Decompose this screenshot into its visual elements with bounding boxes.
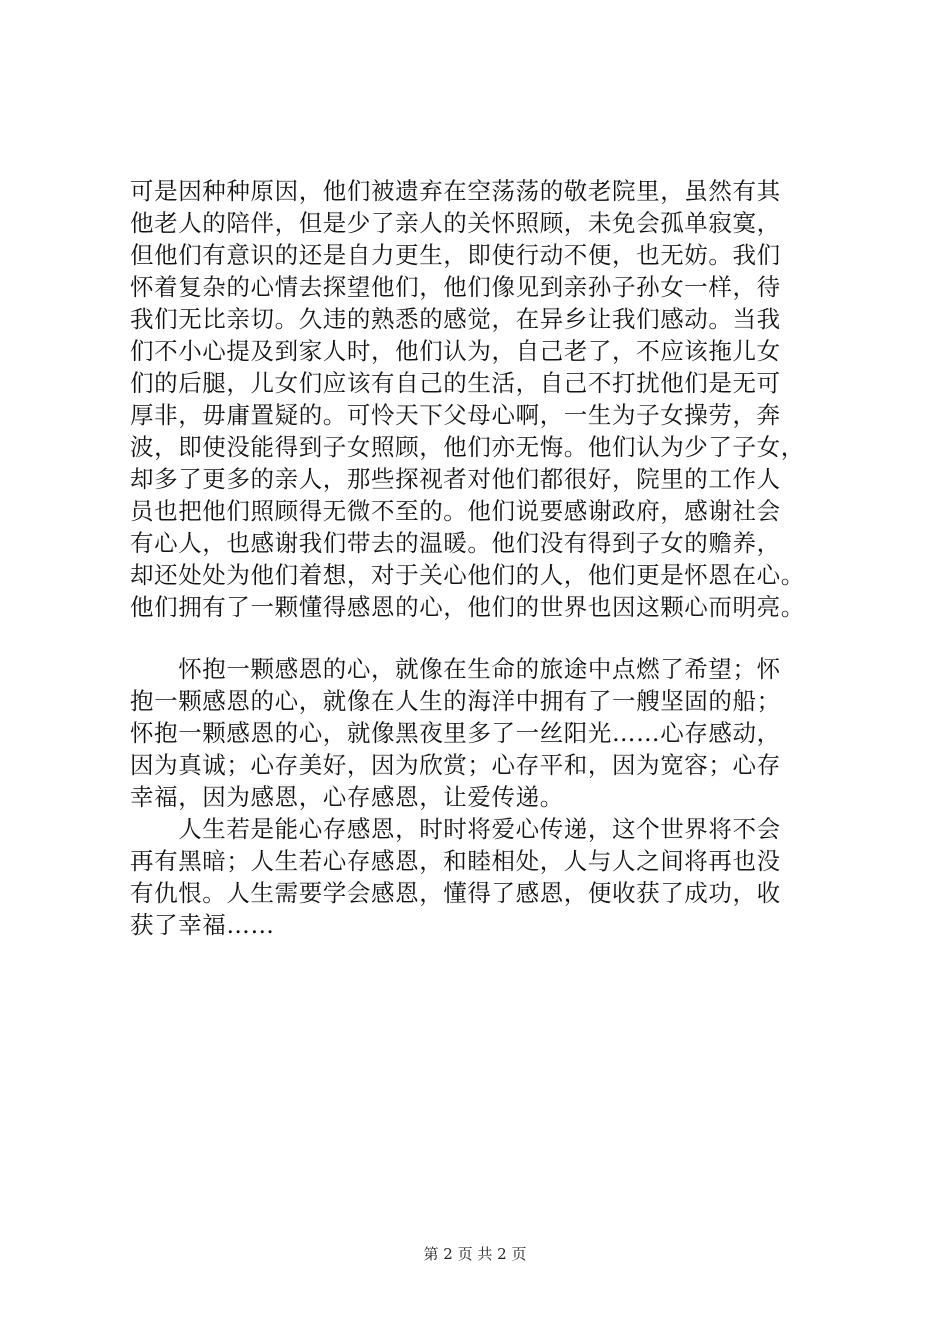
page-footer <box>0 1244 950 1264</box>
text-line: 们不小心提及到家人时，他们认为，自己老了，不应该拖儿女 <box>130 337 781 365</box>
text-line: 波，即使没能得到子女照顾，他们亦无悔。他们认为少了子女， <box>130 433 805 461</box>
text-line: 他们拥有了一颗懂得感恩的心，他们的世界也因这颗心而明亮。 <box>130 593 805 621</box>
text-line: 却还处处为他们着想，对于关心他们的人，他们更是怀恩在心。 <box>130 561 805 589</box>
text-line: 抱一颗感恩的心，就像在人生的海洋中拥有了一艘坚固的船； <box>130 687 781 715</box>
text-line: 有心人，也感谢我们带去的温暖。他们没有得到子女的赡养， <box>130 529 781 557</box>
text-line: 再有黑暗；人生若心存感恩，和睦相处，人与人之间将再也没 <box>130 847 781 875</box>
text-line: 我们无比亲切。久违的熟悉的感觉，在异乡让我们感动。当我 <box>130 305 781 333</box>
text-line: 人生若是能心存感恩，时时将爱心传递，这个世界将不会 <box>130 815 781 843</box>
text-line: 但他们有意识的还是自力更生，即使行动不便，也无妨。我们 <box>130 241 781 269</box>
paragraph-3 <box>130 813 830 941</box>
text-line: 们的后腿，儿女们应该有自己的生活，自己不打扰他们是无可 <box>130 369 781 397</box>
text-line: 幸福，因为感恩，心存感恩，让爱传递。 <box>130 783 564 811</box>
text-line: 因为真诚；心存美好，因为欣赏；心存平和，因为宽容；心存 <box>130 751 781 779</box>
text-line: 获了幸福…… <box>130 911 275 939</box>
paragraph-spacer <box>130 623 830 653</box>
text-line: 却多了更多的亲人，那些探视者对他们都很好，院里的工作人 <box>130 465 781 493</box>
paragraph-1 <box>130 175 830 623</box>
text-line: 可是因种种原因，他们被遗弃在空荡荡的敬老院里，虽然有其 <box>130 177 781 205</box>
paragraph-2 <box>130 653 830 813</box>
text-line: 怀着复杂的心情去探望他们，他们像见到亲孙子孙女一样，待 <box>130 273 781 301</box>
text-line: 他老人的陪伴，但是少了亲人的关怀照顾，未免会孤单寂寞， <box>130 209 781 237</box>
text-line: 有仇恨。人生需要学会感恩，懂得了感恩，便收获了成功，收 <box>130 879 781 907</box>
text-line: 怀抱一颗感恩的心，就像黑夜里多了一丝阳光……心存感动， <box>130 719 781 747</box>
document-body <box>130 175 830 941</box>
page-number: 第 2 页 共 2 页 <box>423 1245 527 1263</box>
text-line: 厚非，毋庸置疑的。可怜天下父母心啊，一生为子女操劳，奔 <box>130 401 781 429</box>
text-line: 怀抱一颗感恩的心，就像在生命的旅途中点燃了希望；怀 <box>130 655 781 683</box>
text-line: 员也把他们照顾得无微不至的。他们说要感谢政府，感谢社会 <box>130 497 781 525</box>
